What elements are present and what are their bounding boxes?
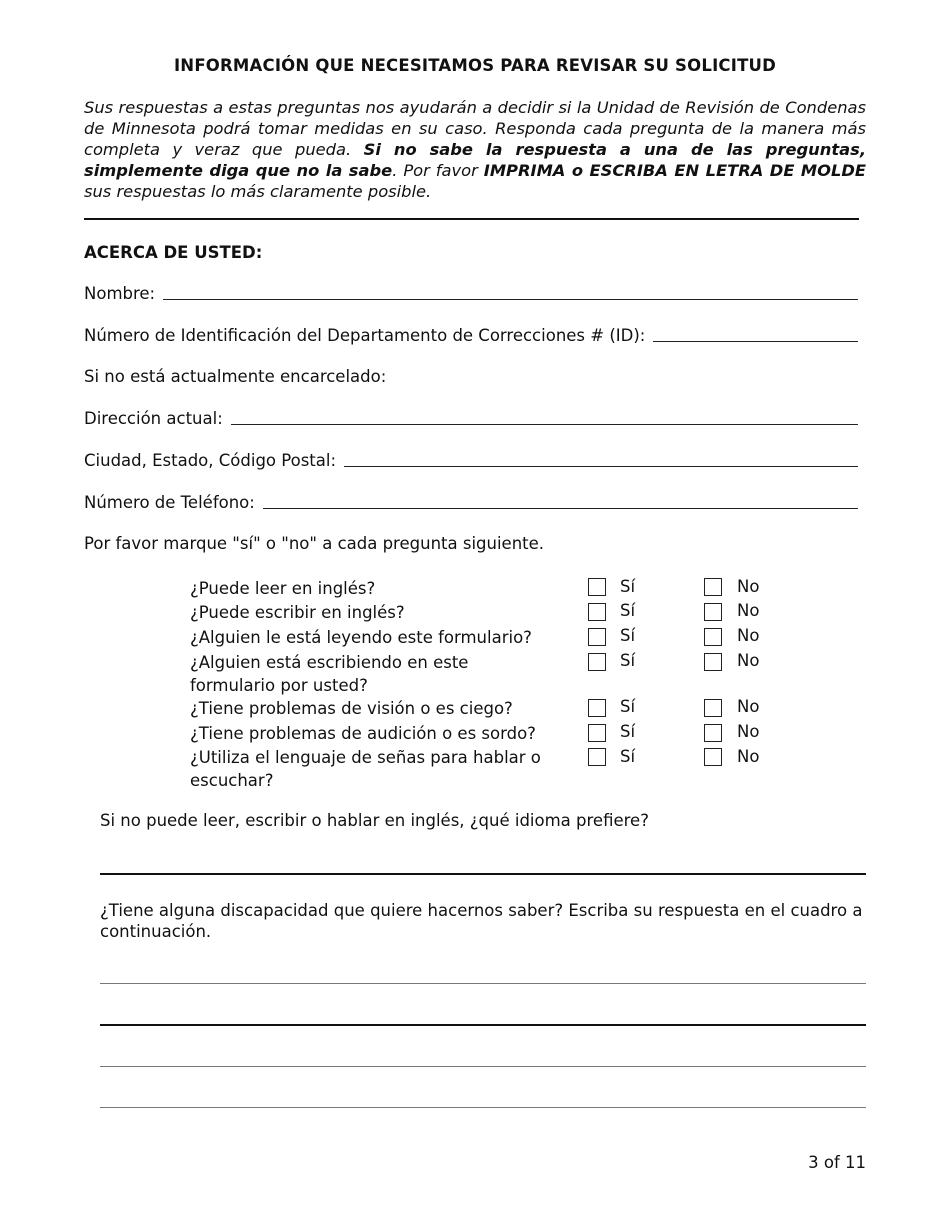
no-checkbox-read-english[interactable]: [704, 578, 722, 596]
city-field-row: [84, 451, 858, 470]
no-label: No: [737, 722, 760, 741]
yes-checkbox-someone-reading[interactable]: [588, 628, 606, 646]
phone-label: Número de Teléfono:: [84, 493, 255, 512]
no-checkbox-someone-reading[interactable]: [704, 628, 722, 646]
disability-answer-line[interactable]: [100, 1066, 866, 1067]
form-title: INFORMACIÓN QUE NECESITAMOS PARA REVISAR SU SOLICITUD: [173, 56, 777, 75]
name-input-line[interactable]: [163, 285, 858, 300]
intro-text-1: Sus respuestas a estas preguntas nos ayudarán a decidir si la Unidad de Revisión de Condenas de Minnesota podrá tomar medidas en su caso. Responda cada pregunta de la manera más completa y veraz que pueda.: [84, 98, 866, 159]
no-label: No: [737, 577, 760, 596]
question-hearing: ¿Tiene problemas de audición o es sordo?: [190, 724, 536, 743]
section-heading: ACERCA DE USTED:: [84, 243, 263, 262]
yes-label: Sí: [620, 697, 636, 716]
address-input-line[interactable]: [231, 410, 858, 425]
phone-field-row: [84, 493, 858, 512]
question-someone-writing: ¿Alguien está escribiendo en este formulario por usted?: [190, 653, 469, 695]
no-label: No: [737, 697, 760, 716]
yes-label: Sí: [620, 651, 636, 670]
yes-checkbox-write-english[interactable]: [588, 603, 606, 621]
disability-answer-line[interactable]: [100, 1107, 866, 1108]
disability-question: ¿Tiene alguna discapacidad que quiere hacernos saber? Escriba su respuesta en el cuadro a continuación.: [100, 901, 863, 941]
question-read-english: ¿Puede leer en inglés?: [190, 579, 376, 598]
yes-checkbox-hearing[interactable]: [588, 724, 606, 742]
question-someone-reading: ¿Alguien le está leyendo este formulario?: [190, 628, 532, 647]
language-answer-line[interactable]: [100, 873, 866, 875]
page-number: 3 of 11: [808, 1153, 866, 1172]
id-label: Número de Identificación del Departamento de Correcciones # (ID):: [84, 326, 646, 345]
yes-no-instructions: Por favor marque "sí" o "no" a cada pregunta siguiente.: [84, 534, 545, 553]
intro-text-bold-1: Si no sabe la respuesta a una de las preguntas, simplemente diga que no la sabe: [84, 140, 867, 180]
yes-checkbox-someone-writing[interactable]: [588, 653, 606, 671]
no-checkbox-hearing[interactable]: [704, 724, 722, 742]
yes-checkbox-read-english[interactable]: [588, 578, 606, 596]
yes-label: Sí: [620, 577, 636, 596]
yes-label: Sí: [620, 747, 636, 766]
yes-label: Sí: [620, 722, 636, 741]
question-sign-language: ¿Utiliza el lenguaje de señas para hablar o escuchar?: [190, 748, 541, 790]
section-divider: [84, 218, 859, 220]
intro-text-bold-2: IMPRIMA o ESCRIBA EN LETRA DE MOLDE: [483, 161, 866, 180]
city-label: Ciudad, Estado, Código Postal:: [84, 451, 337, 470]
city-input-line[interactable]: [344, 452, 858, 467]
yes-label: Sí: [620, 601, 636, 620]
intro-paragraph: [84, 97, 866, 202]
no-checkbox-sign-language[interactable]: [704, 748, 722, 766]
yes-checkbox-vision[interactable]: [588, 699, 606, 717]
language-question: Si no puede leer, escribir o hablar en inglés, ¿qué idioma prefiere?: [100, 811, 649, 830]
address-label: Dirección actual:: [84, 409, 223, 428]
name-field-row: [84, 284, 858, 303]
no-label: No: [737, 651, 760, 670]
no-checkbox-someone-writing[interactable]: [704, 653, 722, 671]
no-label: No: [737, 601, 760, 620]
question-vision: ¿Tiene problemas de visión o es ciego?: [190, 699, 513, 718]
no-label: No: [737, 626, 760, 645]
id-field-row: [84, 326, 858, 345]
no-label: No: [737, 747, 760, 766]
not-incarcerated-label: Si no está actualmente encarcelado:: [84, 367, 387, 386]
name-label: Nombre:: [84, 284, 156, 303]
disability-answer-line[interactable]: [100, 1024, 866, 1026]
address-field-row: [84, 409, 858, 428]
intro-text-2: . Por favor: [392, 161, 484, 180]
no-checkbox-write-english[interactable]: [704, 603, 722, 621]
yes-checkbox-sign-language[interactable]: [588, 748, 606, 766]
intro-text-3: sus respuestas lo más claramente posible.: [84, 182, 432, 201]
id-input-line[interactable]: [653, 327, 858, 342]
disability-answer-line[interactable]: [100, 983, 866, 984]
phone-input-line[interactable]: [263, 494, 858, 509]
question-write-english: ¿Puede escribir en inglés?: [190, 603, 405, 622]
yes-label: Sí: [620, 626, 636, 645]
no-checkbox-vision[interactable]: [704, 699, 722, 717]
